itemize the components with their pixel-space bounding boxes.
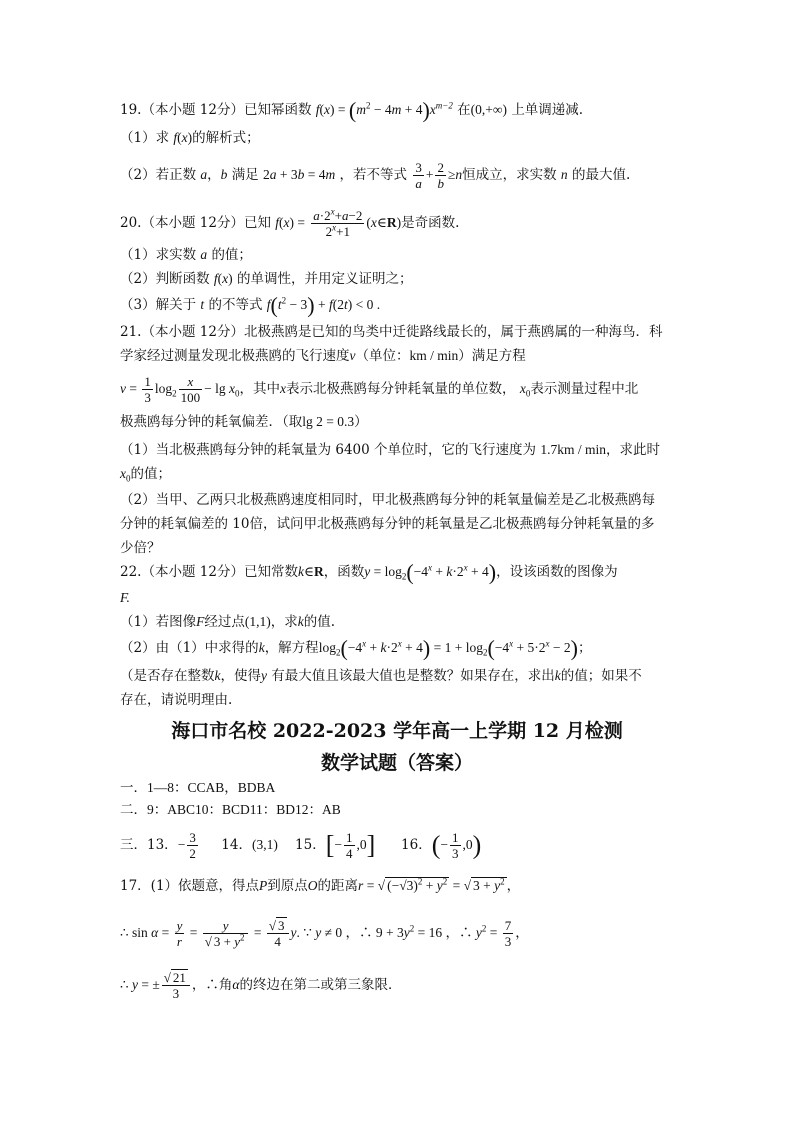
q22-part-4: 存在，请说明理由.: [120, 692, 233, 708]
solution-17-line-1: 17．(1）依题意，得点P到原点O的距离r = √ $(-√3)^2 + y^2$ = √ $3 + y^2$ ，: [120, 876, 521, 894]
q22-part-3: （是否存在整数k，使得y 有最大值且该最大值也是整数？如果存在，求出k的值；如果不: [120, 668, 642, 684]
q22-part-1: （1）若图像F经过点(1,1)，求k的值.: [120, 614, 336, 630]
q21-line-2: 学家经过测量发现北极燕鸥的飞行速度v（单位：km / min）满足方程: [120, 348, 526, 364]
q19-line-1: 19.（本小题 12分）已知幂函数 $f(x) = (m^2 - 4m + 4)x^{m-2}$ 在(0,+∞) 上单调递减.: [120, 97, 584, 123]
q21-part-2b: 分钟的耗氧偏差的 10倍，试问甲北极燕鸥每分钟的耗氧量是乙北极燕鸥每分钟耗氧量的多: [120, 516, 655, 532]
q21-line-4: 极燕鸥每分钟的耗氧偏差．（取lg 2 = 0.3）: [120, 414, 368, 430]
q21-part-2a: （2）当甲、乙两只北极燕鸥速度相同时，甲北极燕鸥每分钟的耗氧量偏差是乙北极燕鸥每: [120, 492, 656, 508]
q21-line-3: v = $\frac{1}{3}$ $\log_2$ $\frac{x}{100}$ − $\lg x_0$，其中x表示北极燕鸥每分钟耗氧量的单位数， $x_0$表示测量过程中北: [120, 374, 639, 405]
q22-line-1: 22.（本小题 12分）已知常数k∈R，函数$y = \log_2(-4^x + k\cdot 2^x + 4)$，设该函数的图像为: [120, 559, 618, 585]
answer-choices-1: 一．1—8：CCAB，BDBA: [120, 780, 276, 795]
q22-line-2: F.: [120, 590, 130, 605]
q19-part-1: （1）求 f(x)的解析式；: [120, 130, 260, 146]
q19-part-2: （2）若正数 a，b 满足 2a + 3b = 4m ，若不等式 $\frac{3}{a}$ + $\frac{2}{b}$ ≥n恒成立，求实数 n 的最大值.: [120, 160, 631, 191]
q21-part-1b: $x_0$的值；: [120, 466, 171, 484]
q22-part-2: （2）由（1）中求得的k，解方程$\log_2(-4^x + k\cdot 2^x + 4) = 1 + \log_2(-4^x + 5\cdot 2^x - 2)$；: [120, 635, 592, 661]
q21-part-2c: 少倍？: [120, 540, 161, 556]
answer-fill: 三．13．− $\frac{3}{2}$ 14．(3,1) 15．[− $\frac{1}{4}$ ,0] 16．(− $\frac{1}{3}$ ,0): [120, 830, 482, 861]
answer-subtitle: 数学试题（答案）: [320, 752, 473, 774]
q20-line-1: 20.（本小题 12分）已知 f(x) = $\frac{a\cdot 2^x+a-2}{2^x+1}$ (x∈R)是奇函数.: [120, 206, 460, 239]
answer-title: 海口市名校 2022-2023 学年高一上学期 12 月检测: [171, 720, 623, 742]
q19-tail: 上单调递减.: [511, 102, 584, 118]
q19-mid: 在: [457, 102, 471, 118]
solution-17-line-3: ∴ y = ± $\frac{√ 21}{3}$ ，∴角α的终边在第二或第三象限．: [120, 970, 402, 1001]
q19-lead: 19.（本小题 12分）已知幂函数: [120, 102, 312, 118]
solution-17-line-2: ∴ sin α = $\frac{y}{r}$ = $\frac{y}{√ 3 + y^2}$ = $\frac{√ 3}{4}$ y. ∵ y ≠ 0 ，∴ $9 + 3y^2 = 16$ ，∴ $y^2$ = $\frac{7}{3}$ ，: [120, 918, 529, 949]
q20-part-3: （3）解关于 t 的不等式 $f(t^2 - 3) + f(2t) < 0$ .: [120, 292, 381, 318]
q21-line-1: 21.（本小题 12分）北极燕鸥是已知的鸟类中迁徙路线最长的，属于燕鸥属的一种海鸟．科: [120, 324, 663, 340]
q20-part-2: （2）判断函数 f(x) 的单调性，并用定义证明之；: [120, 271, 413, 287]
answer-choices-2: 二．9：ABC10：BCD11：BD12：AB: [120, 802, 341, 817]
q20-part-1: （1）求实数 a 的值；: [120, 247, 252, 263]
q21-part-1: （1）当北极燕鸥每分钟的耗氧量为 6400 个单位时，它的飞行速度为 1.7km / min，求此时: [120, 442, 660, 458]
